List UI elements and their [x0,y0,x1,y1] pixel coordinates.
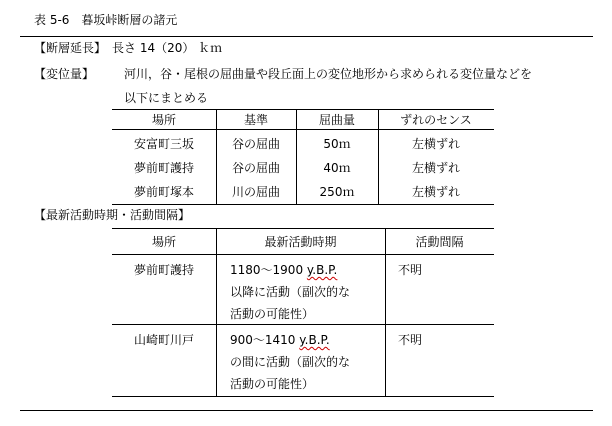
displacement-cell-basis: 谷の屈曲 [231,137,280,151]
displacement-cell-place: 夢前町護持 [133,161,194,175]
activity-cell-period-line2: 以降に活動（副次的な [230,285,351,299]
displacement-table-top-rule [112,109,494,110]
fault-length-label: 【断層延長】 [34,41,107,55]
activity-cell-place: 夢前町護持 [133,263,194,277]
bottom-rule [20,410,593,411]
activity-table-top-rule [112,228,494,229]
displacement-cell-amount: 250ｍ [319,185,355,199]
activity-label: 【最新活動時期・活動間隔】 [34,208,191,222]
displacement-cell-basis: 川の屈曲 [231,185,280,199]
displacement-text-line2: 以下にまとめる [124,91,209,105]
displacement-cell-basis: 谷の屈曲 [231,161,280,175]
activity-table-bottom-rule [112,396,494,397]
activity-cell-period-line1 [230,332,330,348]
activity-cell-place: 山崎町川戸 [133,333,194,347]
period-range: 900～1410 [230,333,300,347]
activity-cell-period-line2: の間に活動（副次的な [230,355,351,369]
activity-header-place: 場所 [151,235,176,249]
activity-table-col-divider [385,229,386,396]
displacement-header-basis: 基準 [243,113,268,127]
displacement-cell-amount: 40ｍ [323,161,351,175]
displacement-header-sense: ずれのセンス [400,113,472,127]
displacement-cell-sense: 左横ずれ [411,185,460,199]
displacement-cell-sense: 左横ずれ [411,161,460,175]
activity-table-col-divider [216,229,217,396]
displacement-cell-place: 夢前町塚本 [133,185,194,199]
displacement-cell-amount: 50ｍ [323,137,351,151]
top-rule [20,36,593,37]
period-range: 1180～1900 [230,263,307,277]
displacement-text-line1: 河川，谷・尾根の屈曲量や段丘面上の変位地形から求められる変位量などを [124,67,533,81]
fault-length-value: 長さ 14（20） ｋｍ [112,41,223,55]
displacement-table-bottom-rule [112,204,494,205]
period-unit: y.B.P. [299,333,330,347]
activity-header-interval: 活動間隔 [415,235,464,249]
displacement-label: 【変位量】 [34,67,95,81]
displacement-cell-place: 安富町三坂 [133,137,194,151]
activity-cell-period-line1 [230,262,337,278]
activity-cell-period-line3: 活動の可能性） [230,377,315,391]
period-unit: y.B.P. [306,263,338,277]
displacement-table-header-rule [112,129,494,130]
table-title: 表 5-6 暮坂峠断層の諸元 [34,13,178,27]
displacement-header-place: 場所 [151,113,176,127]
displacement-header-amount: 屈曲量 [318,113,355,127]
activity-table-row-rule [112,324,494,325]
displacement-cell-sense: 左横ずれ [411,137,460,151]
activity-table-header-rule [112,254,494,255]
activity-cell-interval: 不明 [398,333,423,347]
activity-cell-interval: 不明 [398,263,423,277]
activity-header-period: 最新活動時期 [264,235,337,249]
activity-cell-period-line3: 活動の可能性） [230,307,315,321]
